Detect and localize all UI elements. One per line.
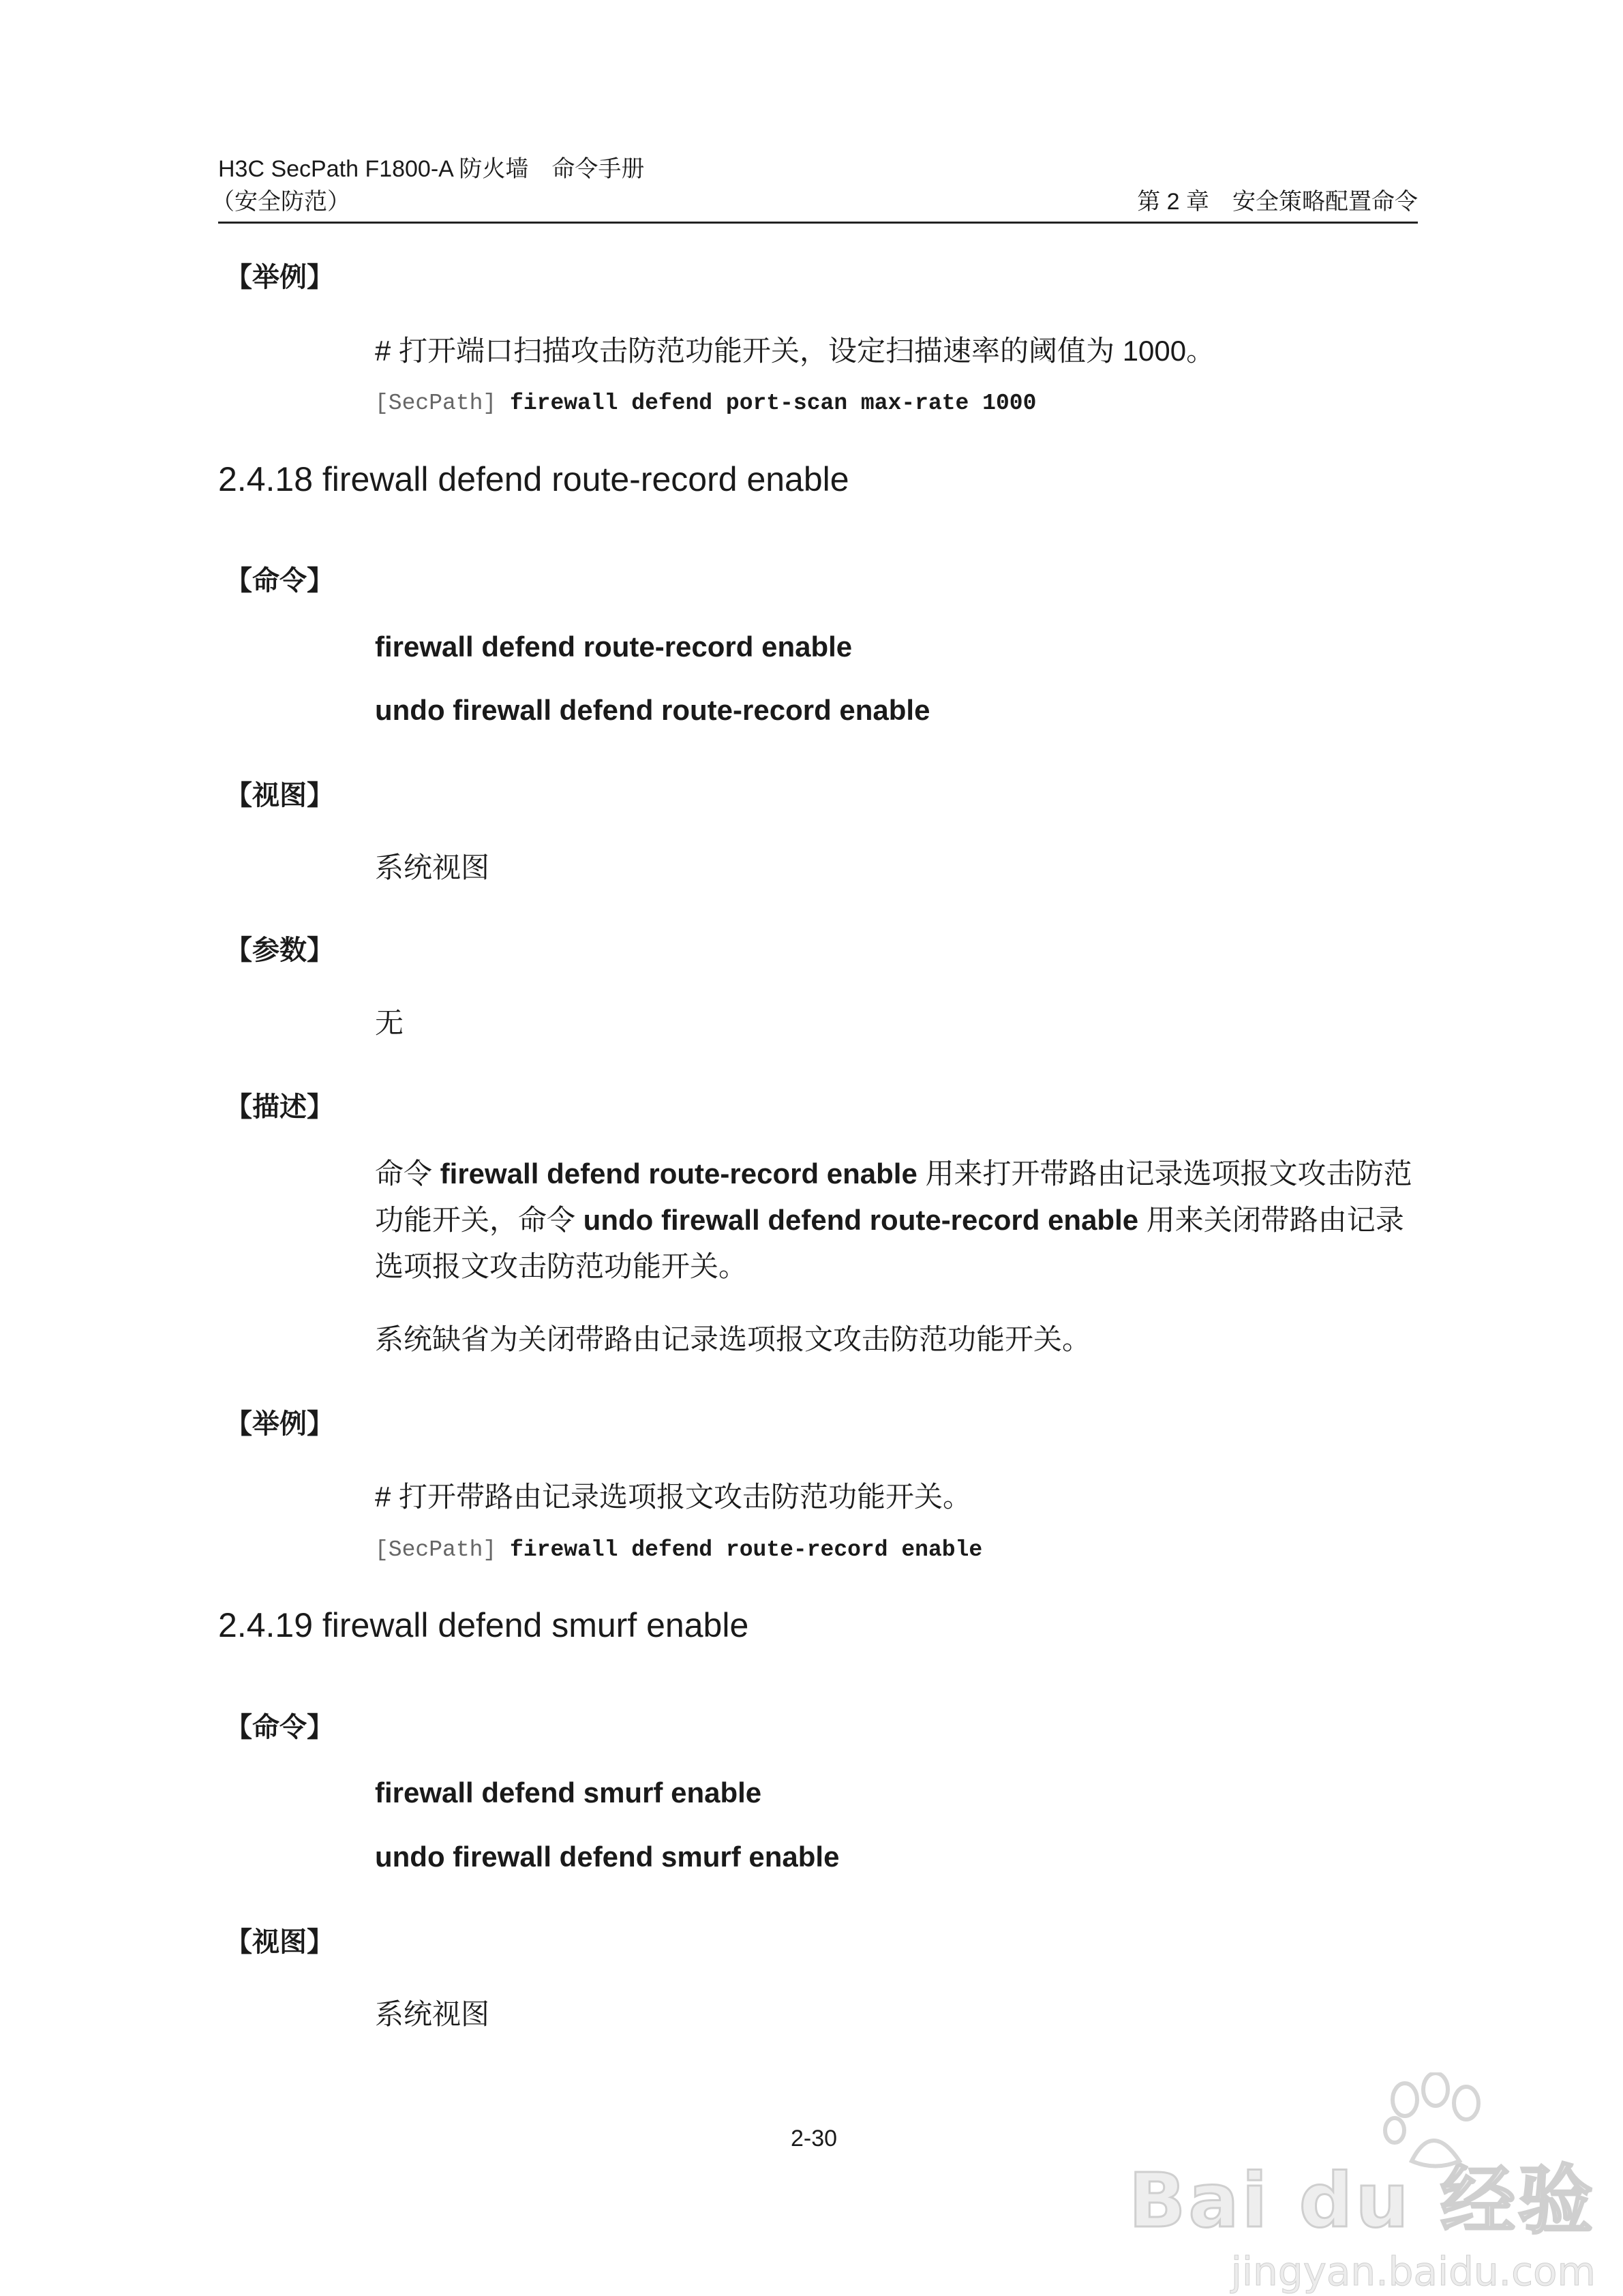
desc-command: firewall defend route-record enable	[440, 1158, 917, 1190]
desc-text: 用来打开带路由记录选项报文攻击防范功能开关，命令	[375, 1158, 1412, 1236]
example-label: 【举例】	[225, 1409, 334, 1439]
view-text: 系统视图	[375, 851, 490, 883]
code-command: firewall defend port-scan max-rate 1000	[510, 391, 1037, 416]
section-heading: 2.4.18 firewall defend route-record enable	[218, 460, 849, 498]
section-heading: 2.4.19 firewall defend smurf enable	[218, 1606, 749, 1644]
view-label: 【视图】	[225, 781, 334, 811]
desc-text: 命令	[375, 1158, 440, 1190]
example-text: # 打开带路由记录选项报文攻击防范功能开关。	[375, 1481, 972, 1513]
desc-label: 【描述】	[225, 1092, 334, 1122]
header-subtitle: （安全防范）	[211, 189, 350, 215]
header-chapter: 第 2 章 安全策略配置命令	[1137, 189, 1418, 215]
command-line: firewall defend smurf enable	[375, 1777, 762, 1809]
desc-default: 系统缺省为关闭带路由记录选项报文攻击防范功能开关。	[375, 1323, 1091, 1355]
code-prompt: [SecPath]	[375, 391, 497, 416]
page-number: 2-30	[791, 2126, 838, 2151]
desc-undo-command: undo firewall defend route-record enable	[583, 1204, 1139, 1236]
watermark-brand: Bai du 经验	[1128, 2157, 1596, 2244]
desc-text: 用来关闭带路由记录选项报文攻击防范功能开关。	[375, 1204, 1404, 1282]
param-label: 【参数】	[225, 935, 334, 965]
command-line: firewall defend route-record enable	[375, 631, 853, 663]
code-line	[375, 391, 1036, 416]
header-rule	[218, 222, 1418, 224]
paw-icon	[1364, 2072, 1500, 2175]
view-label: 【视图】	[225, 1927, 334, 1957]
desc-paragraph	[375, 1151, 1421, 1290]
baidu-watermark	[1129, 2072, 1596, 2295]
code-prompt: [SecPath]	[375, 1537, 497, 1562]
undo-command-line: undo firewall defend route-record enable	[375, 694, 930, 726]
example-label: 【举例】	[225, 262, 334, 292]
header-product: H3C SecPath F1800-A 防火墙 命令手册	[218, 156, 645, 182]
watermark-url: jingyan.baidu.com	[1230, 2248, 1596, 2295]
command-label: 【命令】	[225, 566, 334, 596]
code-command: firewall defend route-record enable	[510, 1537, 983, 1562]
command-label: 【命令】	[225, 1712, 334, 1742]
undo-command-line: undo firewall defend smurf enable	[375, 1841, 840, 1873]
param-text: 无	[375, 1007, 404, 1039]
view-text: 系统视图	[375, 1998, 490, 2030]
code-line	[375, 1537, 982, 1562]
example-text: # 打开端口扫描攻击防范功能开关，设定扫描速率的阈值为 1000。	[375, 335, 1215, 367]
